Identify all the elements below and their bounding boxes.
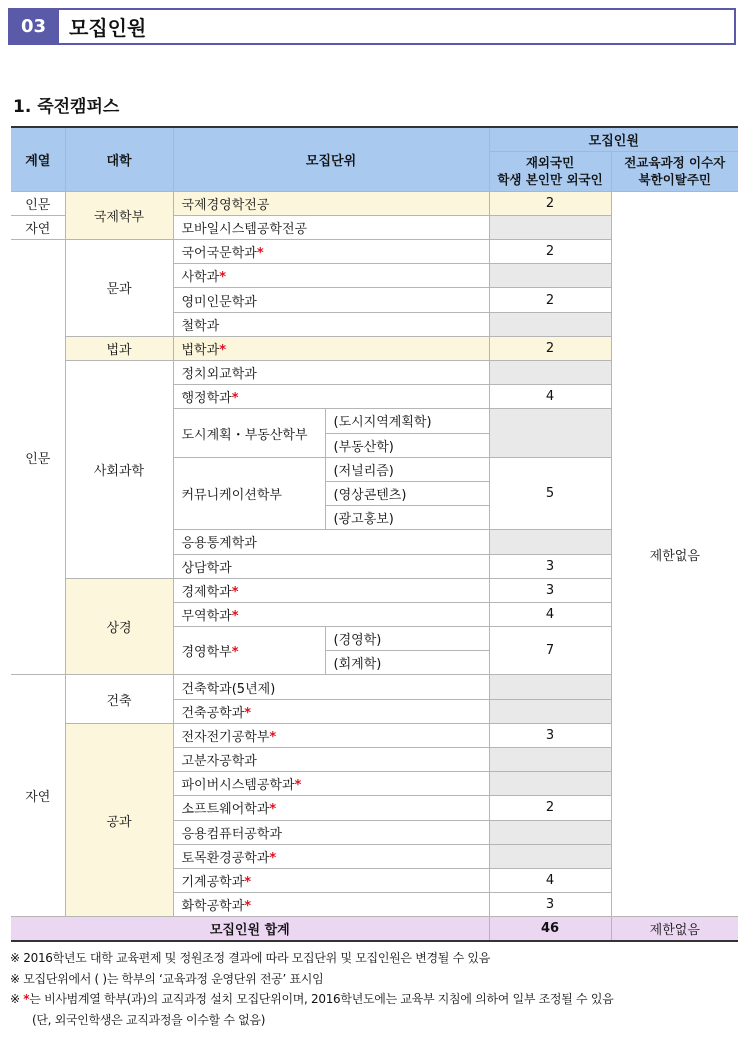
unit-cell: 정치외교학과 [173, 361, 489, 385]
unit-cell: 토목환경공학과* [173, 844, 489, 868]
total-value: 46 [489, 917, 611, 941]
quota-cell [489, 748, 611, 772]
quota-cell [489, 264, 611, 288]
unit-cell: 화학공학과* [173, 893, 489, 917]
quota-cell: 3 [489, 578, 611, 602]
quota-cell: 2 [489, 288, 611, 312]
quota-cell [489, 530, 611, 554]
field-cell: 인문 [11, 191, 65, 215]
group-cell: 도시계획・부동산학부 [173, 409, 325, 457]
quota-cell: 2 [489, 191, 611, 215]
unit-cell: 철학과 [173, 312, 489, 336]
quota-cell: 4 [489, 602, 611, 626]
header-quota: 모집인원 [489, 127, 738, 151]
footnote-1: ※ 2016학년도 대학 교육편제 및 정원조정 결과에 따라 모집단위 및 모집인원은 변경될 수 있음 [10, 951, 491, 965]
field-cell: 자연 [11, 675, 65, 917]
unit-cell: 무역학과* [173, 602, 489, 626]
unit-cell: 영미인문학과 [173, 288, 489, 312]
header-overseas-line2: 학생 본인만 외국인 [497, 172, 603, 188]
major-cell: (부동산학) [325, 433, 489, 457]
major-cell: (저널리즘) [325, 457, 489, 481]
unit-cell: 상담학과 [173, 554, 489, 578]
college-cell: 법과 [65, 336, 173, 360]
unit-cell: 파이버시스템공학과* [173, 772, 489, 796]
header-fullcourse-line2: 북한이탈주민 [638, 172, 711, 188]
header-college: 대학 [65, 127, 173, 191]
quota-cell [489, 820, 611, 844]
header-unit: 모집단위 [173, 127, 489, 191]
group-cell: 경영학부* [173, 627, 325, 675]
major-cell: (도시지역계획학) [325, 409, 489, 433]
quota-cell: 4 [489, 385, 611, 409]
quota-cell: 2 [489, 240, 611, 264]
unit-cell: 법학과* [173, 336, 489, 360]
total-no-limit: 제한없음 [611, 917, 738, 941]
college-cell: 사회과학 [65, 361, 173, 579]
section-header [8, 8, 736, 45]
header-fullcourse-line1: 전교육과정 이수자 [624, 155, 726, 171]
quota-cell [489, 772, 611, 796]
quota-cell: 3 [489, 723, 611, 747]
unit-cell: 기계공학과* [173, 868, 489, 892]
field-cell: 자연 [11, 215, 65, 239]
quota-cell: 2 [489, 796, 611, 820]
college-cell: 상경 [65, 578, 173, 675]
major-cell: (광고홍보) [325, 506, 489, 530]
quota-cell [489, 215, 611, 239]
unit-cell: 전자전기공학부* [173, 723, 489, 747]
quota-cell: 2 [489, 336, 611, 360]
header-overseas [489, 151, 611, 191]
unit-cell: 고분자공학과 [173, 748, 489, 772]
section-title: 모집인원 [59, 8, 736, 45]
table-header-row [11, 127, 738, 151]
unit-cell: 소프트웨어학과* [173, 796, 489, 820]
college-cell: 국제학부 [65, 191, 173, 239]
table-row [11, 191, 738, 215]
campus-subtitle: 1. 죽전캠퍼스 [13, 97, 120, 117]
footnote-3: ※ *는 비사범계열 학부(과)의 교직과정 설치 모집단위이며, 2016학년도에는 교육부 지침에 의하여 일부 조정될 수 있음 [10, 992, 614, 1006]
group-cell: 커뮤니케이션학부 [173, 457, 325, 530]
total-label: 모집인원 합계 [11, 917, 489, 941]
quota-table [11, 126, 738, 942]
major-cell: (경영학) [325, 627, 489, 651]
college-cell: 문과 [65, 240, 173, 337]
section-number: 03 [8, 8, 59, 45]
quota-cell: 5 [489, 457, 611, 530]
footnote-2: ※ 모집단위에서 ( )는 학부의 ‘교육과정 운영단위 전공’ 표시임 [10, 971, 324, 986]
quota-cell [489, 675, 611, 699]
quota-cell: 4 [489, 868, 611, 892]
footnote-4: (단, 외국인학생은 교직과정을 이수할 수 없음) [32, 1012, 266, 1027]
unit-cell: 경제학과* [173, 578, 489, 602]
quota-cell [489, 361, 611, 385]
unit-cell: 모바일시스템공학전공 [173, 215, 489, 239]
unit-cell: 응용통계학과 [173, 530, 489, 554]
quota-cell: 3 [489, 893, 611, 917]
header-overseas-line1: 재외국민 [525, 155, 575, 171]
quota-cell: 3 [489, 554, 611, 578]
no-limit-cell: 제한없음 [611, 191, 738, 917]
major-cell: (회계학) [325, 651, 489, 675]
unit-cell: 건축학과(5년제) [173, 675, 489, 699]
unit-cell: 건축공학과* [173, 699, 489, 723]
unit-cell: 응용컴퓨터공학과 [173, 820, 489, 844]
college-cell: 건축 [65, 675, 173, 723]
total-row [11, 917, 738, 941]
quota-cell [489, 699, 611, 723]
quota-cell [489, 409, 611, 457]
quota-cell [489, 844, 611, 868]
unit-cell: 국어국문학과* [173, 240, 489, 264]
footnotes [10, 948, 613, 1030]
quota-cell: 7 [489, 627, 611, 675]
quota-cell [489, 312, 611, 336]
unit-cell: 국제경영학전공 [173, 191, 489, 215]
major-cell: (영상콘텐츠) [325, 481, 489, 505]
unit-cell: 행정학과* [173, 385, 489, 409]
header-field: 계열 [11, 127, 65, 191]
field-cell: 인문 [11, 240, 65, 675]
college-cell: 공과 [65, 723, 173, 917]
header-fullcourse [611, 151, 738, 191]
unit-cell: 사학과* [173, 264, 489, 288]
